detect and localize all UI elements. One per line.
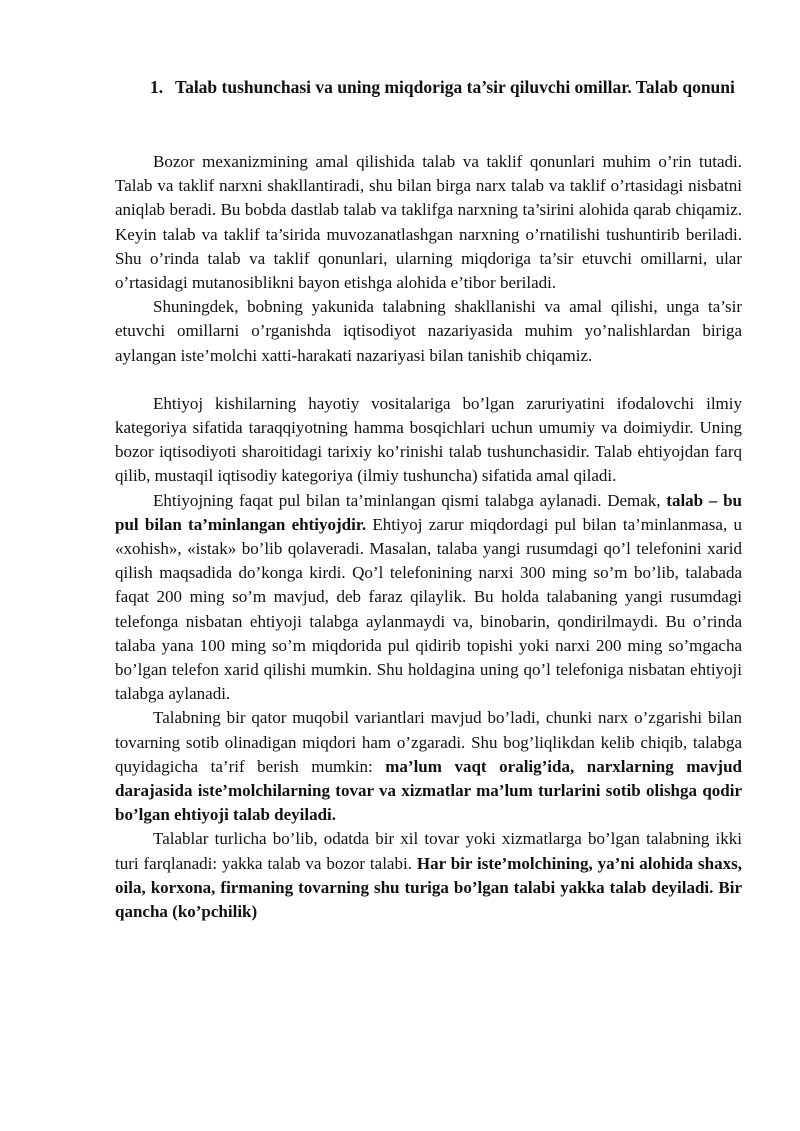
section-heading	[150, 75, 750, 100]
heading-title: Talab tushunchasi va uning miqdoriga ta’sir qiluvchi omillar. Talab qonuni	[175, 77, 735, 97]
paragraph-5-text-a: Talabning bir qator muqobil variantlari mavjud bo’ladi, chunki narx o’zgarishi bilan tovarning sotib olinadigan miqdori ham o’zgaradi. Shu bog’liqlikdan kelib chiqib, talabga quyidagicha ta’rif berish mumkin:	[115, 708, 742, 776]
paragraph-6-bold: Har bir iste’molchining, ya’ni alohida shaxs, oila, korxona, firmaning tovarning shu turiga bo’lgan talabi yakka talab deyiladi. Bir qancha (ko’pchilik)	[115, 853, 742, 922]
paragraph-6-text-a: Talablar turlicha bo’lib, odatda bir xil tovar yoki xizmatlarga bo’lgan talabning ikki turi farqlanadi: yakka talab va bozor talabi.	[115, 829, 742, 873]
paragraph-4	[115, 489, 742, 707]
paragraph-4-bold: talab – bu pul bilan ta’minlangan ehtiyojdir.	[115, 490, 743, 534]
paragraph-3: Ehtiyoj kishilarning hayotiy vositalariga bo’lgan zaruriyatini ifodalovchi ilmiy kategoriya sifatida taraqqiyotning hamma bosqichlari uchun umumiy va doimiydir. Uning bozor iqtisodiyoti sharoitidagi tarixiy ko’rinishi talab tushunchasidir. Talab ehtiyojdan farq qilib, mustaqil iqtisodiy kategoriya (ilmiy tushuncha) sifatida amal qiladi.	[115, 393, 742, 486]
paragraph-4-text-c: Ehtiyoj zarur miqdordagi pul bilan ta’minlanmasa, u «xohish», «istak» bo’lib qolaveradi. Masalan, talaba yangi rusumdagi qo’l telefonini xarid qilish maqsadida do’konga kirdi. Qo’l telefonining narxi 300 ming so’m bo’lib, talabada faqat 200 ming so’m mavjud, deb faraz qilaylik. Bu holda talabaning yangi rusumdagi telefonga nisbatan ehtiyoji talabga aylanmaydi va, binobarin, qondirilmaydi. Bu o’rinda talaba yana 100 ming so’m miqdorida pul qidirib topishi yoki narxi 200 ming so’mgacha bo’lgan telefon xarid qilishi mumkin. Shu holdagina uning qo’l telefoniga nisbatan ehtiyoji talabga aylanadi.	[115, 514, 742, 704]
paragraph-5-bold: ma’lum vaqt oralig’ida, narxlarning mavjud darajasida iste’molchilarning tovar va xizmatlar ma’lum turlarini sotib olishga qodir bo’lgan ehtiyoji talab deyiladi.	[115, 756, 742, 825]
paragraph-4-text-a: Ehtiyojning faqat pul bilan ta’minlangan qismi talabga aylanadi. Demak,	[153, 490, 667, 510]
paragraph-1: Bozor mexanizmining amal qilishida talab va taklif qonunlari muhim o’rin tutadi. Talab va taklif narxni shakllantiradi, shu bilan birga narx talab va taklif o’rtasidagi nisbatni aniqlab beradi. Bu bobda dastlab talab va taklifga narxning ta’sirini alohida qarab chiqamiz. Keyin talab va taklif ta’sirida muvozanatlashgan narxning o’rnatilishi tushuntirib beriladi. Shu o’rinda talab va taklif qonunlari, ularning miqdoriga ta’sir etuvchi omillarni, ular o’rtasidagi mutanosiblikni bayon etishga alohida e’tibor beriladi.	[115, 152, 742, 293]
body-text	[115, 150, 742, 924]
paragraph-5	[115, 706, 742, 827]
paragraph-6	[115, 827, 742, 924]
paragraph-2: Shuningdek, bobning yakunida talabning shakllanishi va amal qilishi, unga ta’sir etuvchi omillarni o’rganishda iqtisodiyot nazariyasida muhim yo’nalishlardan biriga aylangan iste’molchi xatti-harakati nazariyasi bilan tanishib chiqamiz.	[115, 297, 742, 365]
heading-number: 1.	[150, 77, 164, 97]
